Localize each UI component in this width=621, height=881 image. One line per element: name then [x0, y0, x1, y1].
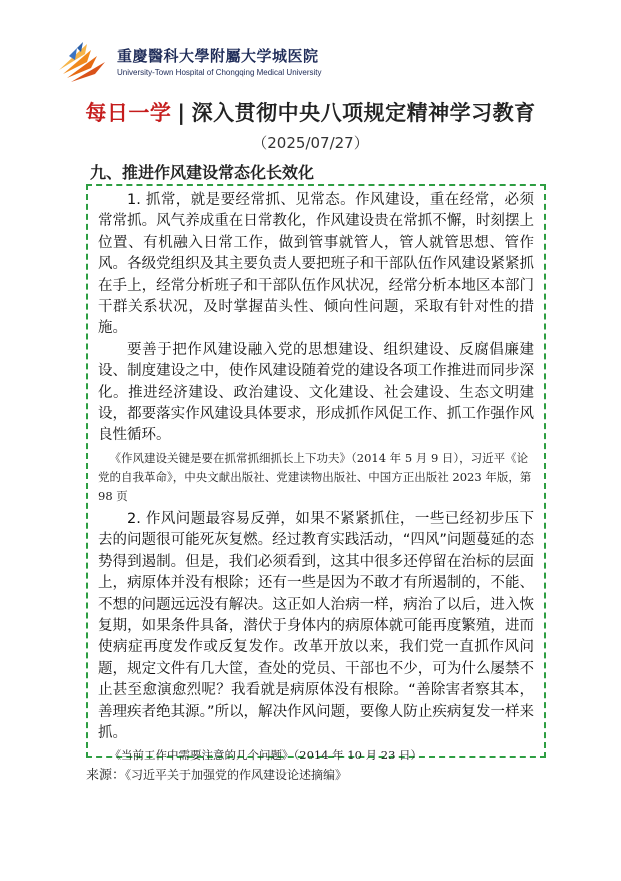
- citation-2: 《当前工作中需要注意的几个问题》（2014 年 10 月 23 日）: [109, 748, 423, 763]
- paragraph-2: 要善于把作风建设融入党的思想建设、组织建设、反腐倡廉建设、制度建设之中，使作风建设随着党的建设各项工作推进而同步深化。推进经济建设、政治建设、文化建设、社会建设、生态文明建设，都要落实作风建设具体要求，形成抓作风促工作、抓工作强作风良性循环。: [98, 341, 534, 444]
- hospital-header: [57, 40, 457, 90]
- hospital-name-en: University-Town Hospital of Chongqing Medical University: [117, 68, 322, 77]
- source-label: 来源：: [86, 768, 126, 783]
- source-book: 《习近平关于加强党的作风建设论述摘编》: [125, 768, 348, 782]
- paragraph-1: 1. 抓常，就是要经常抓、见常态。作风建设，重在经常，必须常常抓。风气养成重在日常教化，作风建设贵在常抓不懈，时刻摆上位置、有机融入日常工作，做到管事就管人，管人就管思想、管作风。各级党组织及其主要负责人要把班子和干部队伍作风建设紧紧抓在手上，经常分析班子和干部队伍作风状况，经常分析本地区本部门干群关系状况，及时掌握苗头性、倾向性问题，采取有针对性的措施。: [98, 192, 534, 337]
- hospital-logo-icon: [57, 40, 109, 84]
- hospital-name-cn: 重慶醫科大學附屬大学城医院: [117, 47, 319, 65]
- title-separator: |: [177, 101, 186, 125]
- title-main: 深入贯彻中央八项规定精神学习教育: [191, 101, 536, 125]
- citation-1: 《作风建设关键是要在抓常抓细抓长上下功夫》（2014 年 5 月 9 日），习近平《论党的自我革命》，中央文献出版社、党建读物出版社、中国方正出版社 2023 年版，第 98 页: [98, 450, 532, 503]
- page-title: [0, 97, 621, 127]
- title-prefix: 每日一学: [85, 101, 172, 125]
- paragraph-3: 2. 作风问题最容易反弹，如果不紧紧抓住，一些已经初步压下去的问题很可能死灰复燃。经过教育实践活动，“四风”问题蔓延的态势得到遏制。但是，我们必须看到，这其中很多还停留在治标的层面上，病原体并没有根除；还有一些是因为不敢才有所遏制的，不能、不想的问题远远没有解决。这正如人治病一样，病治了以后，进入恢复期，如果条件具备，潜伏于身体内的病原体就可能再度繁殖，进而使病症再度发作或反复发作。改革开放以来，我们党一直抓作风问题，规定文件有几大筐，查处的党员、干部也不少，可为什么屡禁不止甚至愈演愈烈呢？我看就是病原体没有根除。“善除害者察其本，善理疾者绝其源。”所以，解决作风问题，要像人防止疾病复发一样来抓。: [98, 510, 534, 741]
- section-title: 九、推进作风建设常态化长效化: [90, 163, 315, 182]
- source-line: [86, 764, 347, 783]
- date-label: （2025/07/27）: [252, 134, 369, 152]
- content-box: [86, 184, 546, 763]
